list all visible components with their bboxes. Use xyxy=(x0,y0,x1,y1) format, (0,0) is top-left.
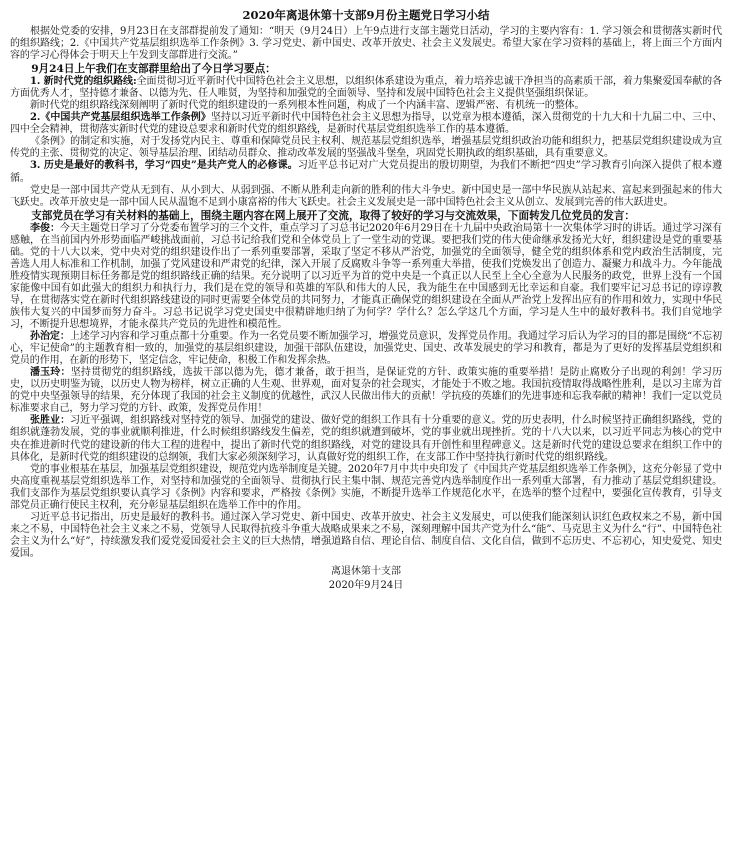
speech-text: 习近平总书记指出，历史是最好的教科书。通过深入学习党史、新中国史、改革开放史、社会主义发展史，可以使我们能深刻认识红色政权来之不易，新中国来之不易，中国特色社会主义来之不易，党领导人民取得抗疫斗争重大战略成果来之不易，深刻理解中国共产党为什么“能”、马克思主义为什么“行”、中国特色社会主义为什么“好”，持续激发我们爱党爱国爱社会主义的巨大热情，增强道路自信、理论自信、制度自信、文化自信，做到不忘历史、不忘初心，知史爱党、知史爱国。 xyxy=(10,511,722,559)
key-point-paragraph xyxy=(10,185,722,209)
key-point-text: 习近平总书记对广大党员提出的殷切期望，为我们不断把“四史”学习教育引向深入提供了根本遵循。 xyxy=(10,160,722,184)
key-point-paragraph xyxy=(10,76,722,100)
key-point-text: 党史是一部中国共产党从无到有、从小到大、从弱到强、不断从胜利走向新的胜利的伟大斗争史。新中国史是一部中华民族从站起来、富起来到强起来的伟大飞跃史。改革开放史是一部中国人民从温饱不足到小康富裕的伟大飞跃史。社会主义发展史是一部中国特色社会主义从创立、发展到完善的伟大跃进史。 xyxy=(10,184,722,208)
speech-text: 习近平强调，组织路线对坚持党的领导、加强党的建设、做好党的组织工作具有十分重要的意义。党的历史表明，什么时候坚持正确组织路线，党的组织就蓬勃发展，党的事业就顺利推进，什么时候组织路线发生偏差，党的组织就遭到破坏，党的事业就出现挫折。党的十八大以来，以习近平同志为核心的党中央在推进新时代党的建设新的伟大工程的进程中，提出了新时代党的组织路线，对党的建设具有开创性和里程碑意义。这是新时代党的建设总要求在组织工作中的具体化，是新时代党的组织建设的总纲领，我们大家必须深刻学习，认真做好党的组织工作，在支部工作中坚持执行新时代党的组织路线。 xyxy=(10,415,722,463)
key-point-paragraph xyxy=(10,160,722,184)
speech-paragraph xyxy=(10,415,722,463)
document-page xyxy=(10,8,722,593)
signature-date: 2020年9月24日 xyxy=(328,580,404,592)
key-point-text: 全面贯彻习近平新时代中国特色社会主义思想，以组织体系建设为重点，着力培养忠诚干净担当的高素质干部，着力集聚爱国奉献的各方面优秀人才，坚持德才兼备、以德为先、任人唯贤，为坚持和加强党的全面领导、坚持和发展中国特色社会主义提供坚强组织保证。 xyxy=(10,76,722,100)
speech-label: 潘玉玲： xyxy=(30,367,71,379)
key-point-text: 新时代党的组织路线深刻阐明了新时代党的组织建设的一系列根本性问题，构成了一个内涵丰富、逻辑严密、有机统一的整体。 xyxy=(30,100,585,112)
section-heading-speeches: 支部党员在学习有关材料的基础上，围绕主题内容在网上展开了交流，取得了较好的学习与交流效果，下面转发几位党员的发言： xyxy=(31,209,636,222)
speech-text: 上述学习内容和学习重点都十分重要。作为一名党员要不断加强学习，增强党员意识，发挥党员作用。我通过学习后认为学习的目的都是围绕“不忘初心，牢记使命”的主题教育相一致的，加强党的基层组织建设，加强干部队伍建设，加强党史、国史、改革发展史的学习和教育，都是为了更好的发挥基层党组织和党员的作用，在新的形势下，坚定信念，牢记使命，积极工作和发挥余热。 xyxy=(10,331,722,367)
key-point-paragraph xyxy=(10,136,722,160)
speech-text: 坚持贯彻党的组织路线，选拔干部以德为先，德才兼备，敢于担当，是保证党的方针、政策实施的重要举措！是防止腐败分子出现的利剑！学习历史，以历史明鉴为镜，以历史人物为榜样，树立正确的人生观、世界观，面对复杂的社会现实，才能处于不败之地。我国抗疫情取得战略性胜利，是以习主席为首的党中央坚强领导的结果，充分体现了我国的社会主义制度的优越性，武汉人民做出伟大的贡献！学抗疫的英雄们的先进事迹和忘我奉献的精神！我们一定以党员标准要求自己，努力学习党的方针、政策，发挥党员作用！ xyxy=(10,367,722,415)
speech-label: 张胜业： xyxy=(30,415,71,427)
speeches-list xyxy=(10,223,722,560)
speech-paragraph xyxy=(10,464,722,512)
signature-org: 离退休第十支部 xyxy=(331,565,401,577)
notice-paragraph: 根据处党委的安排，9月23日在支部群提前发了通知：“明天（9月24日）上午9点进行支部主题党日活动，学习的主要内容有：1. 学习领会和贯彻落实新时代的组织路线；2.《中国共产党基层组织选举工作条例》3. 学习党史、新中国史、改革开放史、社会主义发展史。希望大家在学习资料的基础上，将上面三个方面内容的学习心得体会于明天上午发到支部群进行交流。” xyxy=(10,26,722,62)
key-point-text: 坚持以习近平新时代中国特色社会主义思想为指导，以党章为根本遵循，深入贯彻党的十九大和十九届二中、三中、四中全会精神，贯彻落实新时代党的建设总要求和新时代党的组织路线，是新时代基层党组织选举工作的基本遵循。 xyxy=(10,112,722,136)
speech-text: 今天主题党日学习了分党委布置学习的三个文件，重点学习了习总书记2020年6月29日在十九届中央政治局第十一次集体学习时的讲话。通过学习深有感触，在当前国内外形势面临严峻挑战面前，习总书记给我们党和全体党员上了一堂生动的党课。要把我们党的伟大使命继承发扬光大好，组织建设是党的重要基础。党的十八大以来，党中央对党的组织建设作出了一系列重要部署，采取了坚定不移从严治党，加强党的全面领导，健全党的组织体系和党内政治生活制度，完善选人用人标准和工作机制，加强了党风建设和严肃党的纪律，深入开展了反腐败斗争等一系列重大举措，使我们党焕发出了创造力、凝聚力和战斗力。今年能战胜疫情实现预期目标任务都是党的组织路线正确的结果。充分说明了以习近平为首的党中央是一个真正以人民至上全心全意为人民服务的政党，世界上没有一个国家能像中国有如此强大的组织力和执行力，我们是在党的领导和英雄的军队和伟大的人民，我为能生在中国感到无比幸运和自豪。我们要牢记习总书记的谆谆教导，在贯彻落实党在新时代组织路线建设的同时更需要全体党员的共同努力，才能真正确保党的组织建设在全面从严治党上发挥出应有的作用和效力，实现中华民族伟大复兴的中国梦而努力奋斗。习总书记说学习党史国史中很精辟地归纳了为何学？学什么？怎么学这几个方面，学习是人生中的最好教科书。我们自觉地学习，不断提升思想境界，才能永葆共产党员的先进性和模范性。 xyxy=(10,222,723,331)
key-points-list xyxy=(10,76,722,209)
section-heading-key-points: 9月24日上午我们在支部群里给出了今日学习要点： xyxy=(31,63,276,76)
speech-text: 党的事业根基在基层，加强基层党组织建设，规范党内选举制度是关键。2020年7月中共中央印发了《中国共产党基层组织选举工作条例》，这充分彰显了党中央高度重视基层党组织选举工作，对坚持和加强党的全面领导、贯彻执行民主集中制、规范完善党内选举制度作出一系列重大部署，有力推动了基层党组织建设。我们支部作为基层党组织要认真学习《条例》内容和要求，严格按《条例》实施，不断提升选举工作规范化水平，在选举的整个过程中，要强化宣传教育，引导支部党员正确行使民主权利，充分彰显基层组织在选举工作中的作用。 xyxy=(10,463,722,511)
key-point-paragraph xyxy=(10,112,722,136)
speech-paragraph xyxy=(10,223,722,331)
speech-paragraph xyxy=(10,367,722,415)
key-point-label: 2.《中国共产党基层组织选举工作条例》 xyxy=(30,112,211,124)
key-point-label: 1. 新时代党的组织路线: xyxy=(30,76,137,88)
key-point-paragraph xyxy=(10,100,722,112)
key-point-label: 3. 历史是最好的教科书，学习“四史”是共产党人的必修课。 xyxy=(30,160,298,172)
document-title: 2020年离退休第十支部9月份主题党日学习小结 xyxy=(242,8,490,22)
speech-label: 孙治定： xyxy=(30,331,70,343)
speech-paragraph xyxy=(10,331,722,367)
key-point-text: 《条例》的制定和实施，对于发扬党内民主、尊重和保障党员民主权利、规范基层党组织选举，增强基层党组织政治功能和组织力，把基层党组织建设成为宣传党的主张、贯彻党的决定、领导基层治理、团结动员群众、推动改革发展的坚强战斗堡垒，巩固党长期执政的组织基础，具有重要意义。 xyxy=(10,136,722,160)
speech-paragraph xyxy=(10,512,722,560)
speech-label: 李俊： xyxy=(30,222,60,234)
